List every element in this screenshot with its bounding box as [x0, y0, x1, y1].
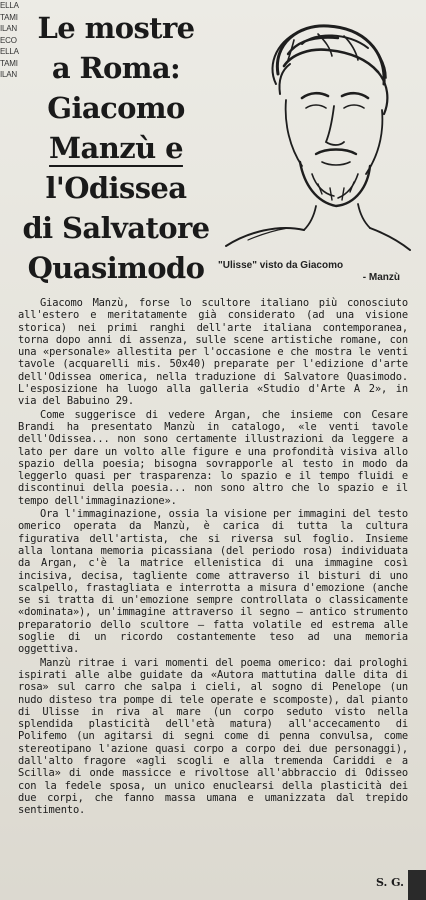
article-body: [18, 297, 408, 817]
headline-line: Giacomo: [47, 91, 185, 125]
ulisse-portrait-sketch: [218, 14, 414, 256]
fragment-line: ILAN: [0, 24, 17, 33]
caption-line: - Manzù: [362, 272, 400, 283]
fragment-line: ELLA: [0, 47, 19, 56]
fragment-line: TAMI: [0, 58, 18, 68]
fragment-line: ECO: [0, 35, 17, 45]
author-signature: S. G.: [375, 876, 404, 889]
caption-line: "Ulisse" visto da Giacomo: [218, 260, 344, 271]
article-paragraph: Come suggerisce di vedere Argan, che insieme con Cesare Brandi ha presentato Manzù in catalogo, «le venti tavole dell'Odissea... non sono certamente illustrazioni da leggere a lato per dare un volto alle figure e una profondità visiva allo spazio della poesia; bisogna sovrapporle al testo in modo da leggerlo quasi per trasparenza: lo spazio e il tempo fluidi e discontinui della poesia... non sono altro che lo spazio e il tempo dell'immaginazione».: [18, 408, 408, 507]
headline-line: l'Odissea: [45, 171, 187, 205]
headline-line: Le mostre: [37, 11, 195, 45]
fragment-line: ELLA: [0, 1, 19, 10]
headline-line: Manzù e: [49, 131, 183, 165]
headline-line: a Roma:: [51, 51, 181, 85]
headline-line: di Salvatore: [22, 211, 210, 245]
fragment-line: ILAN: [0, 70, 17, 79]
portrait-caption: [218, 260, 414, 284]
article-paragraph: Giacomo Manzù, forse lo scultore italiano più conosciuto all'estero e meritatamente già considerato (ad una visione storica) nei primi ranghi dell'arte italiana contemporanea, torna dopo anni di assenza, sulle scene artistiche romane, con una «personale» allestita per l'occasione e che mostra le venti tavole (acquarelli mis. 50x40) preparate per l'edizione d'arte dell'Odissea omerica, nella traduzione di Salvatore Quasimodo. L'esposizione ha luogo alla galleria «Studio d'Arte A 2», in via del Babuino 29.: [18, 297, 408, 408]
background-corner: [408, 870, 426, 900]
article-paragraph: Ora l'immaginazione, ossia la visione per immagini del testo omerico operata da Manzù, è carica di tutta la cultura figurativa dell'artista, che si riversa sul foglio. Insieme alla lontana memoria picassiana (del periodo rosa) individuata da Argan, c'è la matrice ellenistica di una immagine così incisiva, decisa, tagliente come attraverso il bisturi di uno scalpello, frastagliata e interrotta a misura d'emozione (anche se si tratta di un'emozione sempre controllata o classicamente «dominata»), un'immagine attraverso il segno — antico strumento preparatorio dello scultore — fatta volatile ed estrema alle soglie di un ricordo costantemente teso ad una memoria oggettiva.: [18, 508, 408, 656]
fragment-line: TAMI: [0, 12, 18, 22]
article-paragraph: Manzù ritrae i vari momenti del poema omerico: dai prologhi ispirati alle albe guidate da «Autora mattutina dalle dita di rosa» sul carro che salpa i cieli, al sogno di Penelope (un nudo disteso tra pompe di tele operate e scomposte), dal pianto di Ulisse in riva al mare (un corpo seduto visto nella splendida plasticità dell'età matura) all'accecamento di Polifemo (un agitarsi di segni come di penna convulsa, come stereotipano l'azione quasi corpo a corpo dei due personaggi), dall'alto fragore «agli scogli e alla tremenda Cariddi e a Scilla» di onde massicce e rivoltose all'abbraccio di Odisseo con la fedele sposa, un unico enuclearsi della plasticità dei due corpi, che fanno massa umana e umanizzata dal trepido sentimento.: [18, 656, 408, 817]
headline-line: Quasimodo: [27, 251, 205, 285]
headline: [12, 8, 220, 288]
